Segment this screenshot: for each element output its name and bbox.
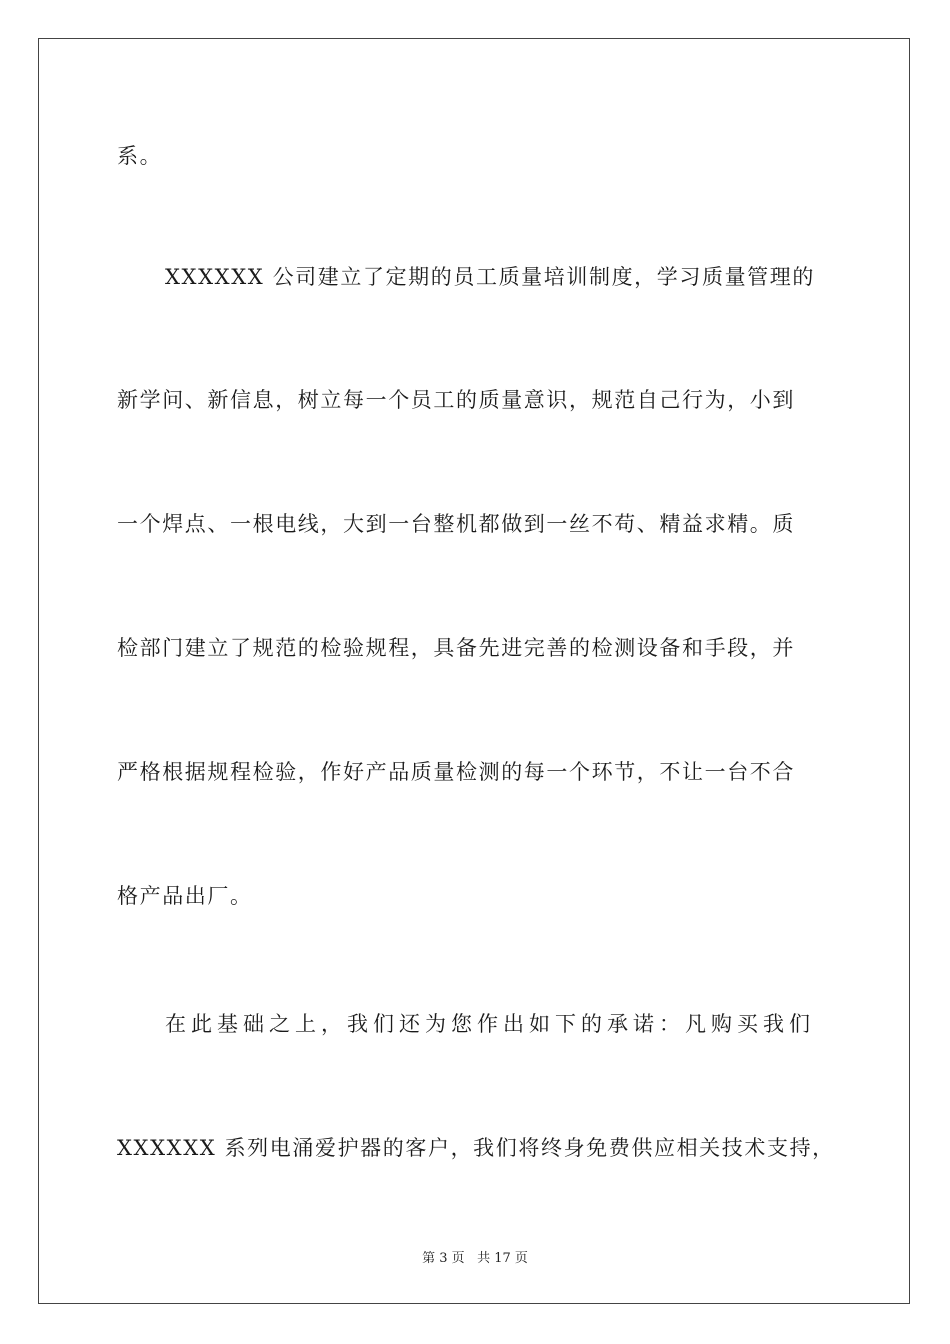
text-line-8: 在此基础之上，我们还为您作出如下的承诺：凡购买我们 bbox=[165, 1012, 815, 1036]
page-number: 第 3 页 bbox=[422, 1251, 465, 1266]
page-total: 共 17 页 bbox=[477, 1251, 528, 1266]
text-line-1: 系。 bbox=[117, 144, 163, 168]
page-footer bbox=[0, 1247, 950, 1266]
text-line-2: XXXXXX 公司建立了定期的员工质量培训制度，学习质量管理的 bbox=[165, 265, 815, 289]
page-border bbox=[38, 38, 910, 1304]
text-line-9: XXXXXX 系列电涌爱护器的客户，我们将终身免费供应相关技术支持， bbox=[117, 1136, 835, 1160]
text-line-3: 新学问、新信息，树立每一个员工的质量意识，规范自己行为，小到 bbox=[117, 388, 795, 412]
text-line-4: 一个焊点、一根电线，大到一台整机都做到一丝不苟、精益求精。质 bbox=[117, 512, 795, 536]
text-line-7: 格产品出厂。 bbox=[117, 884, 253, 908]
text-line-5: 检部门建立了规范的检验规程，具备先进完善的检测设备和手段，并 bbox=[117, 636, 795, 660]
text-line-6: 严格根据规程检验，作好产品质量检测的每一个环节，不让一台不合 bbox=[117, 760, 795, 784]
